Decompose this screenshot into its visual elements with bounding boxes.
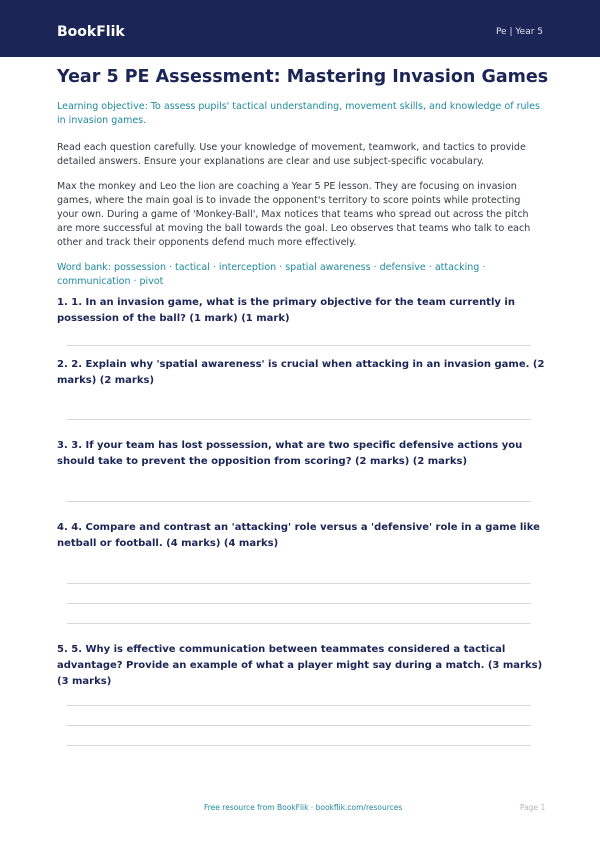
answer-line-5-1[interactable] [67,705,531,706]
instructions-text: Read each question carefully. Use your knowledge of movement, teamwork, and tactics to provide detailed answers. Ensure your explanations are clear and use subject-specific vocabulary. [57,142,526,167]
subject-year-label: Pe | Year 5 [495,27,543,37]
brand-logo[interactable]: BookFlik [57,24,125,40]
page-header [0,0,600,57]
answer-line-5-2[interactable] [67,725,531,726]
question-2: 2. 2. Explain why 'spatial awareness' is crucial when attacking in an invasion game. (2 marks) (2 marks) [57,359,545,386]
page-title: Year 5 PE Assessment: Mastering Invasion Games [57,67,549,87]
answer-line-1-top [67,345,531,346]
answer-line-4-3[interactable] [67,623,531,624]
page-number: Page 1 [520,803,546,812]
answer-line-4-2[interactable] [67,603,531,604]
question-3: 3. 3. If your team has lost possession, what are two specific defensive actions you should take to prevent the opposition from scoring? (2 marks) (2 marks) [57,440,523,467]
footer-credit-link[interactable]: Free resource from BookFlik · bookflik.com/resources [204,803,403,812]
question-1: 1. 1. In an invasion game, what is the primary objective for the team currently in possession of the ball? (1 mark) (1 mark) [57,297,515,324]
answer-line-4-1[interactable] [67,583,531,584]
answer-line-5-3[interactable] [67,745,531,746]
answer-line-2-1[interactable] [67,419,531,420]
answer-line-3-1[interactable] [67,501,531,502]
learning-objective: Learning objective: To assess pupils' tactical understanding, movement skills, and knowledge of rules in invasion games. [57,101,540,126]
word-bank: Word bank: possession · tactical · interception · spatial awareness · defensive · attacking · communication · pivot [57,262,486,287]
scenario-text: Max the monkey and Leo the lion are coaching a Year 5 PE lesson. They are focusing on invasion games, where the main goal is to invade the opponent's territory to score points while protecting your own. During a game of 'Monkey-Ball', Max notices that teams who spread out across the pitch are more successful at moving the ball towards the goal. Leo observes that teams who talk to each other and track their opponents defend much more effectively. [57,181,531,248]
question-5: 5. 5. Why is effective communication between teammates considered a tactical advantage? Provide an example of what a player might say during a match. (3 marks) (3 marks) [57,644,543,687]
question-4: 4. 4. Compare and contrast an 'attacking' role versus a 'defensive' role in a game like netball or football. (4 marks) (4 marks) [57,522,540,549]
intro-section [57,66,549,289]
